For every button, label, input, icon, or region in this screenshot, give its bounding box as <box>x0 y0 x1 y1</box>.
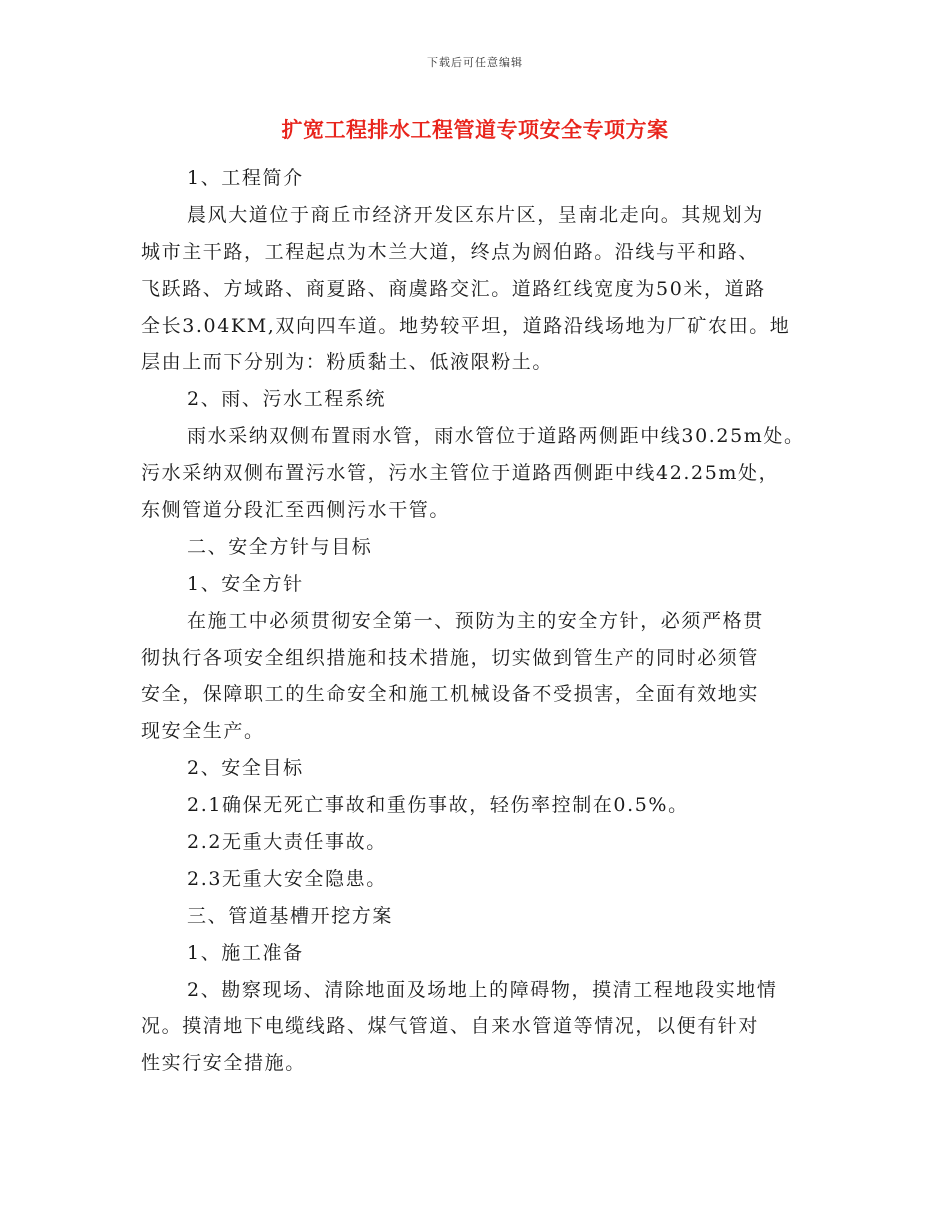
text-line: 性实行安全措施。 <box>141 1052 306 1075</box>
text-line: 二、安全方针与目标 <box>187 535 373 558</box>
text-line: 三、管道基槽开挖方案 <box>187 904 394 927</box>
text-line: 况。摸清地下电缆线路、煤气管道、自来水管道等情况，以便有针对 <box>141 1015 760 1038</box>
text-line: 1、安全方针 <box>187 572 304 595</box>
text-line: 飞跃路、方域路、商夏路、商虞路交汇。道路红线宽度为50米，道路 <box>141 277 766 300</box>
page-header-note: 下载后可任意编辑 <box>427 56 523 69</box>
text-line: 2.2无重大责任事故。 <box>187 831 387 854</box>
text-line: 2、雨、污水工程系统 <box>187 388 387 411</box>
text-line: 安全，保障职工的生命安全和施工机械设备不受损害，全面有效地实 <box>141 683 760 706</box>
text-line: 2、安全目标 <box>187 757 304 780</box>
text-line: 雨水采纳双侧布置雨水管，雨水管位于道路两侧距中线30.25m处。 <box>187 425 805 448</box>
text-line: 东侧管道分段汇至西侧污水干管。 <box>141 499 451 522</box>
text-line: 污水采纳双侧布置污水管，污水主管位于道路西侧距中线42.25m处， <box>141 462 780 485</box>
text-line: 1、施工准备 <box>187 941 304 964</box>
text-line: 2.1确保无死亡事故和重伤事故，轻伤率控制在0.5%。 <box>187 794 689 817</box>
text-line: 在施工中必须贯彻安全第一、预防为主的安全方针，必须严格贯 <box>187 609 764 632</box>
text-line: 晨风大道位于商丘市经济开发区东片区，呈南北走向。其规划为 <box>187 203 764 226</box>
text-line: 2.3无重大安全隐患。 <box>187 867 387 890</box>
text-line: 2、勘察现场、清除地面及场地上的障碍物，摸清工程地段实地情 <box>187 978 778 1001</box>
text-line: 城市主干路，工程起点为木兰大道，终点为阏伯路。沿线与平和路、 <box>141 240 760 263</box>
document-body <box>141 160 821 1082</box>
text-line: 层由上而下分别为：粉质黏土、低液限粉土。 <box>141 351 554 374</box>
text-line: 现安全生产。 <box>141 720 265 743</box>
text-line: 全长3.04KM,双向四车道。地势较平坦，道路沿线场地为厂矿农田。地 <box>141 314 791 337</box>
text-line: 彻执行各项安全组织措施和技术措施，切实做到管生产的同时必须管 <box>141 646 760 669</box>
text-line: 1、工程简介 <box>187 167 304 189</box>
document-title: 扩宽工程排水工程管道专项安全专项方案 <box>281 117 669 142</box>
